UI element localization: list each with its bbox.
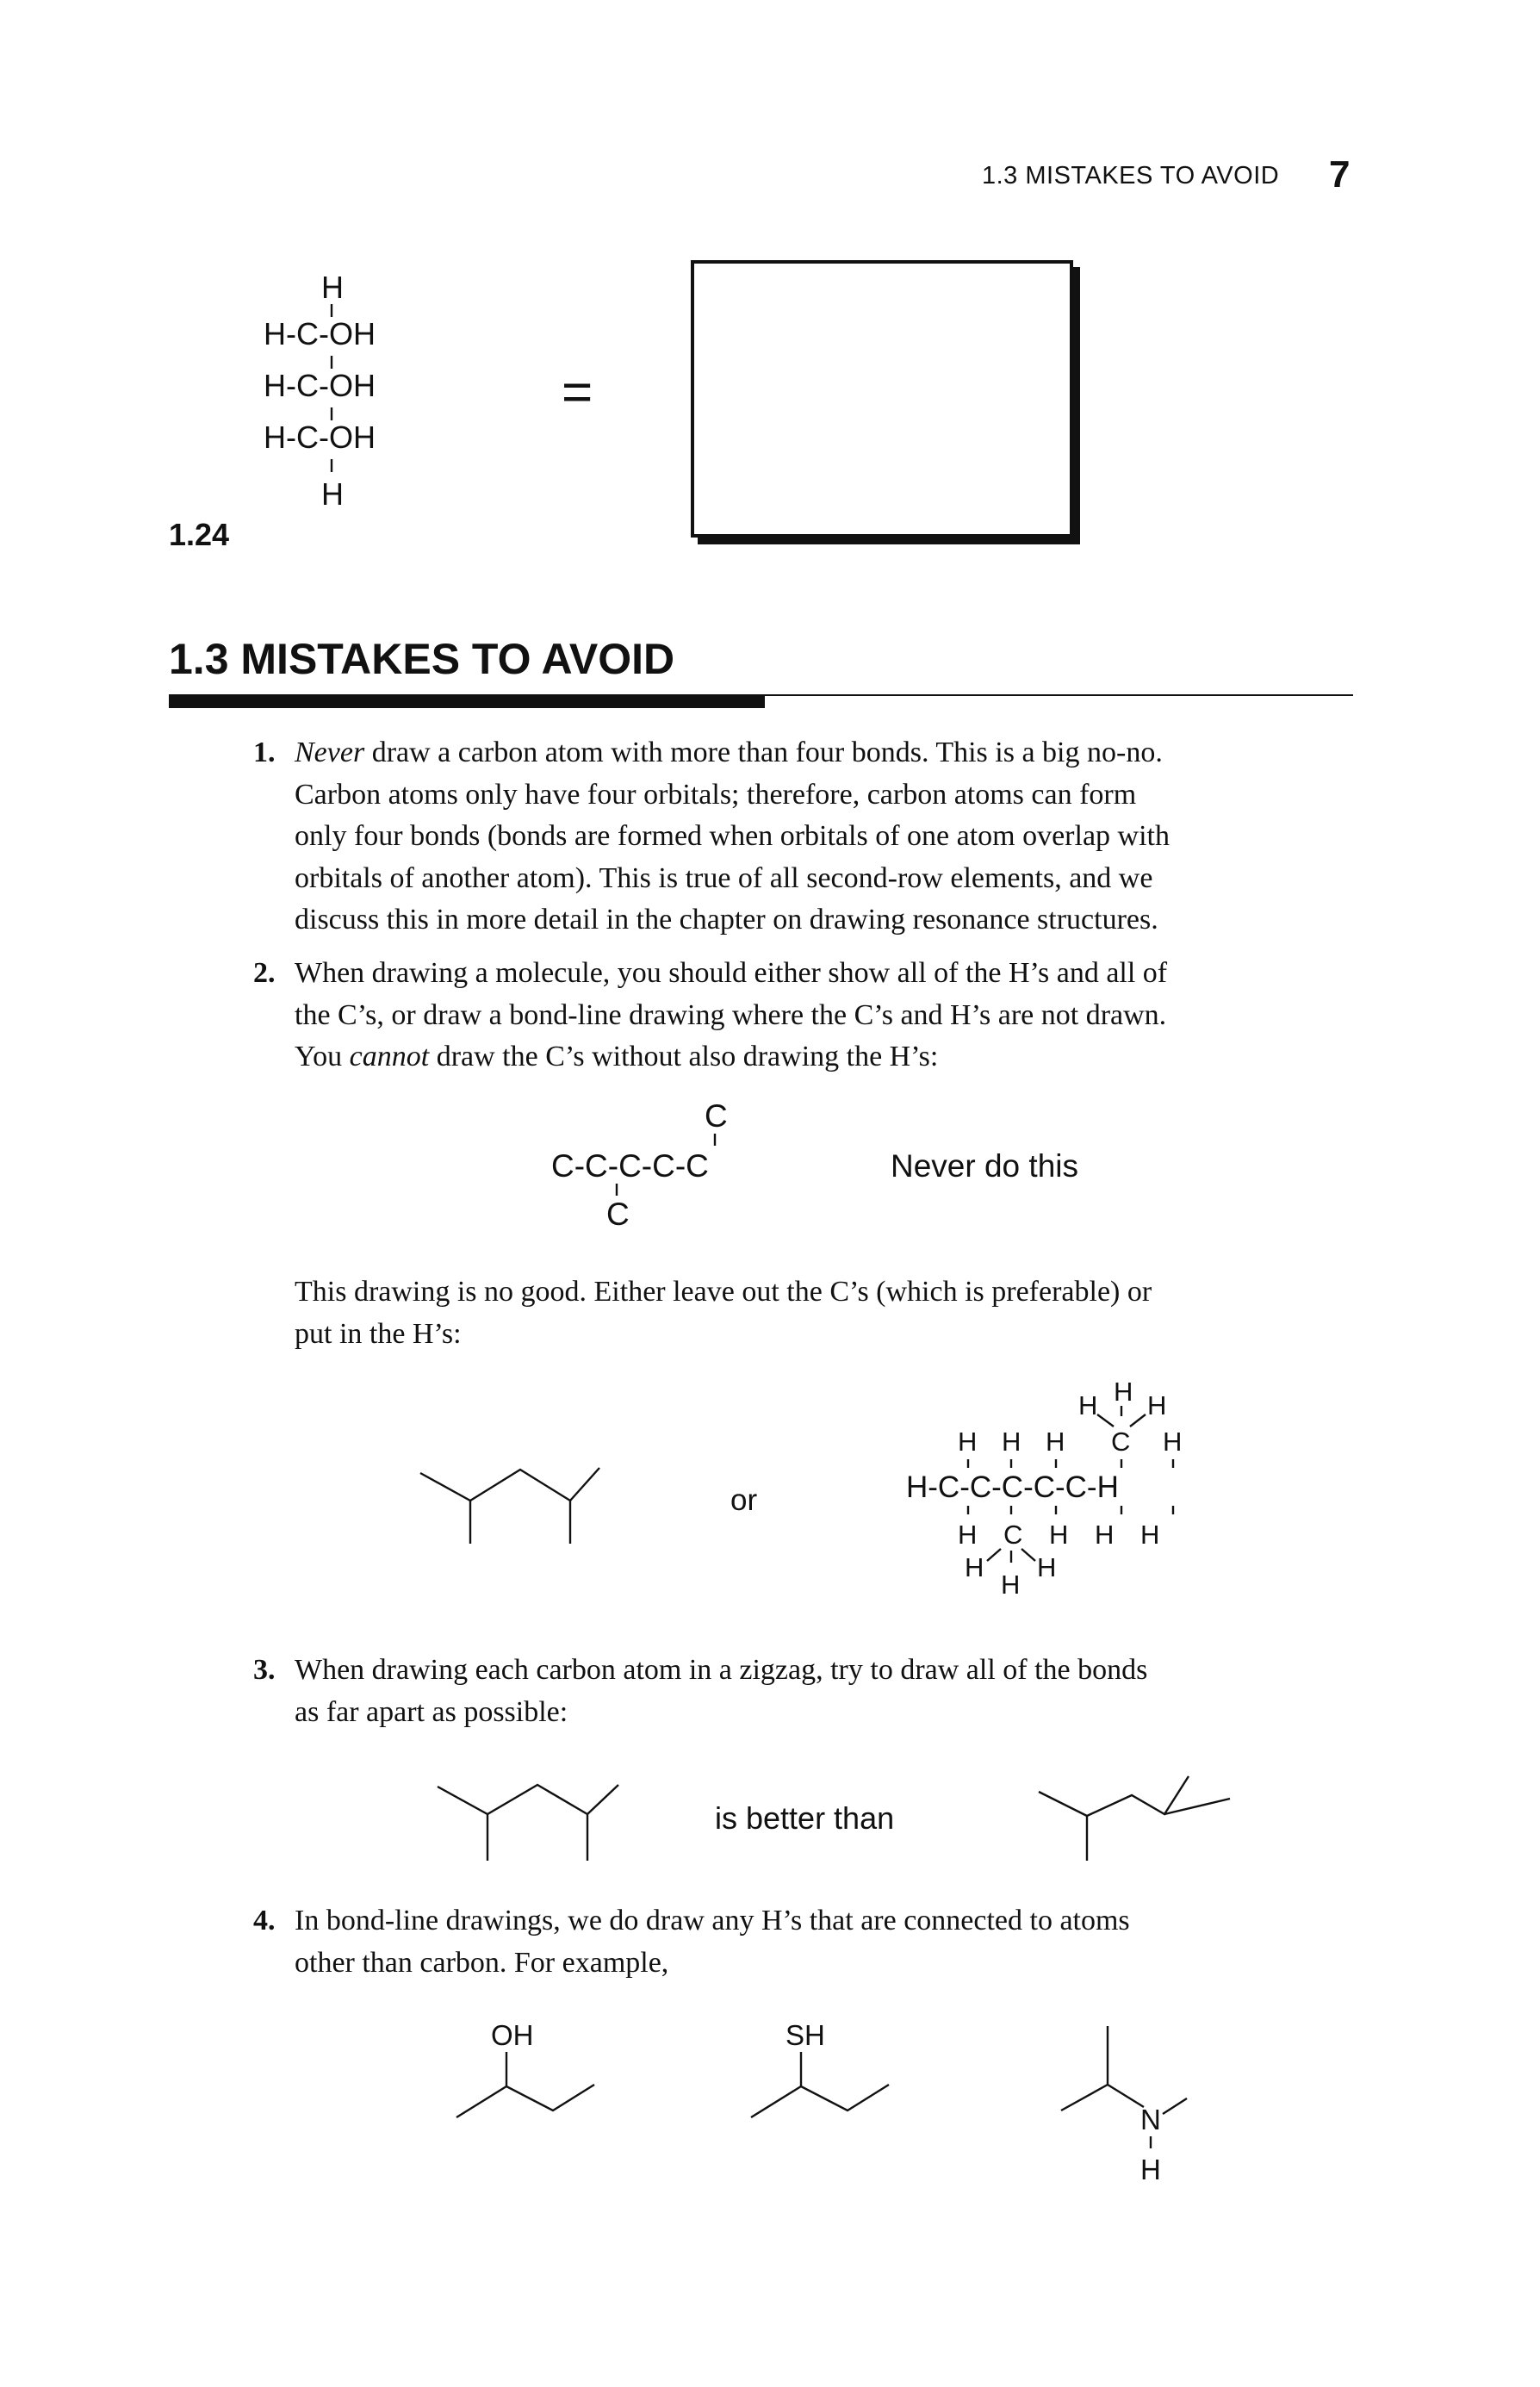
hydroxyl-label: OH: [491, 2019, 534, 2051]
nitrogen-label: N: [1140, 2104, 1161, 2135]
alcohol-bond-line: [453, 2016, 608, 2128]
text-line: other than carbon. For example,: [295, 1946, 669, 1979]
poor-zigzag-drawing: [1039, 1773, 1237, 1876]
item-number: 3.: [253, 1654, 276, 1686]
item-number: 1.: [253, 737, 276, 768]
carbon-chain: [1061, 2085, 1144, 2110]
text-line: discuss this in more detail in the chapter on drawing resonance structures.: [295, 904, 1158, 936]
carbon-chain: [456, 2085, 594, 2117]
answer-box[interactable]: [691, 260, 1073, 538]
list-item-1: [253, 732, 1170, 942]
problem-number: 1.24: [169, 517, 230, 552]
compare-caption: is better than: [715, 1800, 895, 1836]
full-structure-drawing: [903, 1377, 1247, 1626]
glycerol-condensed-structure: [250, 270, 456, 525]
amine-hydrogen: H: [1140, 2154, 1161, 2185]
thiol-bond-line: [748, 2016, 903, 2128]
main-chain: C-C-C-C-C: [551, 1148, 709, 1184]
item-number: 4.: [253, 1905, 276, 1936]
bottom-hydrogen: H: [965, 1552, 984, 1582]
page-number: 7: [1329, 153, 1351, 196]
bond: [1097, 1414, 1114, 1427]
running-header: 1.3 MISTAKES TO AVOID: [982, 162, 1280, 190]
upper-hydrogens: H H H: [958, 1427, 1074, 1457]
bond: [1163, 2098, 1187, 2114]
zigzag-chain: [420, 1468, 599, 1501]
main-chain: H-C-C-C-C-C-H: [906, 1470, 1119, 1504]
list-item-4: [253, 1900, 1130, 1984]
carbon-chain: [751, 2085, 889, 2117]
thiol-label: SH: [786, 2019, 825, 2051]
equals-sign: =: [562, 363, 593, 422]
row-3: H-C-OH: [264, 420, 376, 455]
amine-bond-line: [1058, 2024, 1230, 2197]
text-line: Never draw a carbon atom with more than four bonds. This is a big no-no.: [295, 737, 1163, 768]
top-hydrogen: H: [321, 270, 344, 305]
section-rule-accent: [169, 694, 765, 708]
branch-bond: [1164, 1799, 1230, 1814]
text-line: You cannot draw the C’s without also drawing the H’s:: [295, 1041, 939, 1072]
text-line: When drawing a molecule, you should either show all of the H’s and all of: [295, 957, 1168, 989]
text-line: This drawing is no good. Either leave out the C’s (which is preferable) or: [295, 1276, 1152, 1308]
list-item-2: [253, 953, 1168, 1079]
bond: [1021, 1549, 1035, 1561]
carbon-only-skeleton: [551, 1094, 810, 1249]
section-title: 1.3 MISTAKES TO AVOID: [169, 635, 675, 683]
never-caption: Never do this: [891, 1148, 1078, 1184]
followup-paragraph: [295, 1271, 1152, 1355]
branch-carbon: C: [1111, 1427, 1131, 1457]
zigzag-chain: [438, 1785, 618, 1814]
bond: [1130, 1414, 1146, 1427]
item-number: 2.: [253, 957, 276, 989]
row-1: H-C-OH: [264, 316, 376, 351]
branch-hydrogen: H: [1147, 1390, 1167, 1420]
branch-hydrogen: H: [1078, 1390, 1098, 1420]
text-line: only four bonds (bonds are formed when orbitals of one atom overlap with: [295, 820, 1170, 852]
branch-carbon-bottom: C: [606, 1197, 630, 1232]
text-line: as far apart as possible:: [295, 1695, 568, 1728]
text-line: the C’s, or draw a bond-line drawing where the C’s and H’s are not drawn.: [295, 998, 1167, 1031]
branch-top-hydrogen: H: [1114, 1377, 1133, 1407]
text-line: When drawing each carbon atom in a zigzag, try to draw all of the bonds: [295, 1654, 1148, 1686]
bond-line-drawing: [420, 1456, 610, 1559]
text-line: In bond-line drawings, we do draw any H’s that are connected to atoms: [295, 1905, 1130, 1936]
lower-row: H C H H H: [958, 1520, 1170, 1550]
upper-hydrogen: H: [1163, 1427, 1183, 1457]
or-label: or: [730, 1483, 758, 1517]
text-line: put in the H’s:: [295, 1317, 462, 1350]
bond: [987, 1549, 1001, 1561]
list-item-3: [253, 1650, 1148, 1733]
text-line: Carbon atoms only have four orbitals; therefore, carbon atoms can form: [295, 778, 1137, 811]
good-zigzag-drawing: [438, 1776, 627, 1880]
zigzag-chain: [1039, 1776, 1189, 1816]
bottom-hydrogen: H: [321, 476, 344, 512]
bottom-hydrogen: H: [1037, 1552, 1057, 1582]
row-2: H-C-OH: [264, 368, 376, 403]
branch-carbon-top: C: [705, 1098, 728, 1134]
bottom-hydrogen: H: [1001, 1570, 1021, 1600]
text-line: orbitals of another atom). This is true of all second-row elements, and we: [295, 861, 1153, 894]
